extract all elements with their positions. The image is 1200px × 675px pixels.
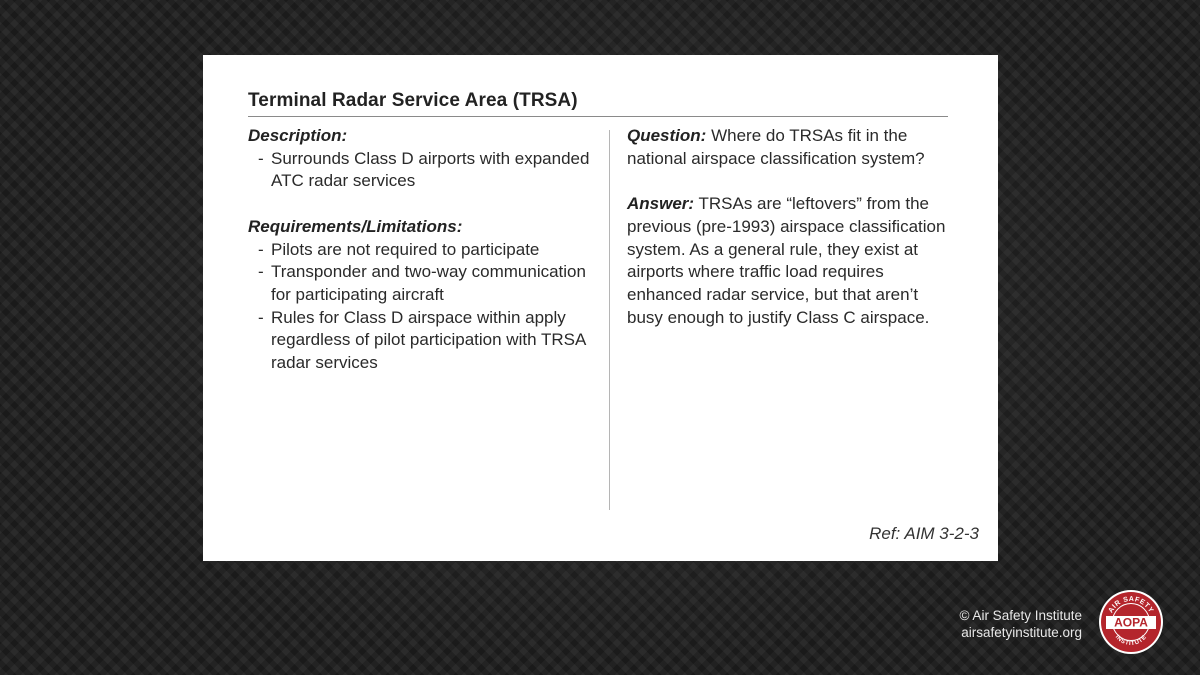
requirement-item-text: Pilots are not required to participate: [271, 239, 540, 259]
requirement-item: - Transponder and two-way communication for participating aircraft: [258, 262, 586, 304]
right-column: [627, 125, 957, 329]
requirement-item-text: Rules for Class D airspace within apply regardless of pilot participation with TRSA radar services: [271, 307, 586, 373]
slide-card: [203, 55, 998, 561]
requirement-item: - Rules for Class D airspace within apply regardless of pilot participation with TRSA radar services: [258, 307, 586, 373]
svg-text:AIR SAFETY: AIR SAFETY: [1107, 595, 1155, 615]
svg-text:AOPA: AOPA: [1114, 615, 1148, 630]
question-block: [627, 125, 957, 170]
answer-text: TRSAs are “leftovers” from the previous (pre-1993) airspace classification system. As a general rule, they exist at airports where traffic load requires enhanced radar service, but that aren’t busy enough to justify Class C airspace.: [627, 194, 946, 327]
copyright-text: © Air Safety Institute: [959, 608, 1082, 623]
title-divider: [248, 116, 948, 117]
footer-credit: [959, 607, 1082, 641]
slide-title: Terminal Radar Service Area (TRSA): [248, 90, 578, 111]
aopa-air-safety-institute-logo: [1098, 589, 1164, 655]
description-item-text: Surrounds Class D airports with expanded ATC radar services: [271, 148, 590, 191]
description-item: - Surrounds Class D airports with expanded ATC radar services: [258, 148, 590, 191]
reference-note: Ref: AIM 3-2-3: [869, 524, 979, 543]
website-url: airsafetyinstitute.org: [961, 625, 1082, 640]
question-text: Where do TRSAs fit in the national airspace classification system?: [627, 126, 925, 168]
requirements-heading: Requirements/Limitations:: [248, 216, 463, 236]
answer-block: [627, 193, 957, 329]
question-label: Question:: [627, 126, 707, 145]
left-column: [248, 125, 603, 375]
column-divider: [609, 130, 610, 510]
description-heading: Description:: [248, 126, 348, 145]
requirement-item-text: Transponder and two-way communication for participating aircraft: [271, 262, 586, 304]
answer-label: Answer:: [627, 194, 695, 214]
svg-text:INSTITUTE: INSTITUTE: [1113, 634, 1149, 648]
requirement-item: - Pilots are not required to participate: [258, 239, 540, 259]
